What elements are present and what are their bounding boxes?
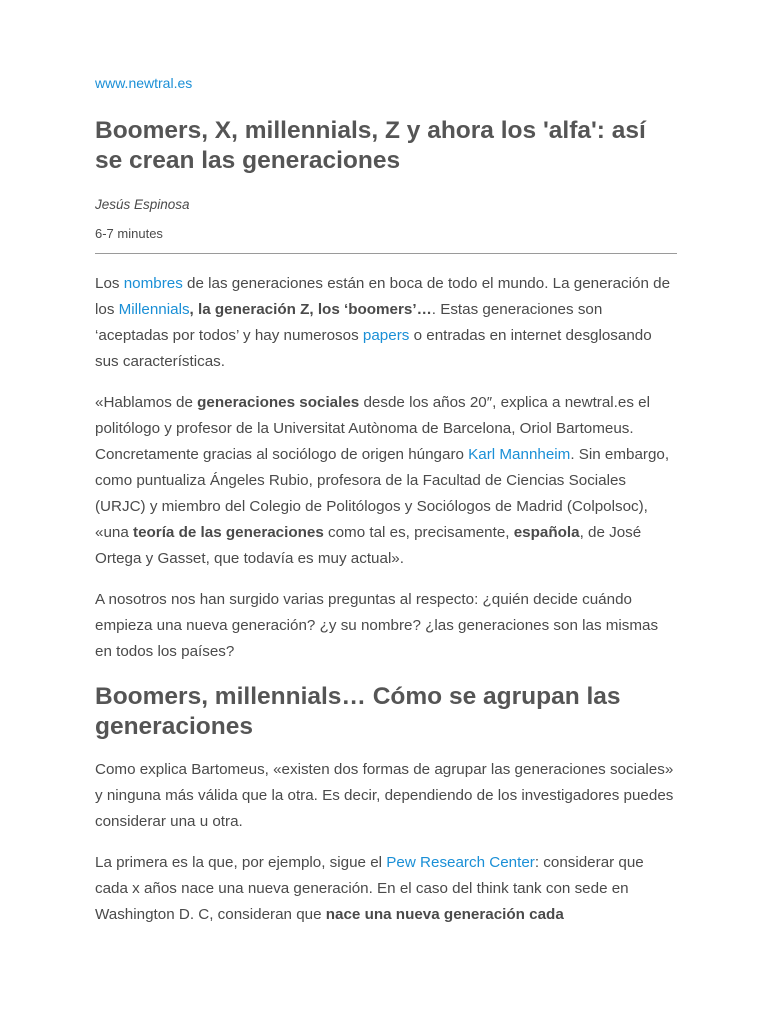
link-pew-research-center[interactable]: Pew Research Center [386, 854, 535, 871]
paragraph-two-ways: Como explica Bartomeus, «existen dos formas de agrupar las generaciones sociales» y ninguna más válida que la otra. Es decir, dependiendo de los investigadores puedes considerar una u otra. [95, 761, 674, 830]
article-title: Boomers, X, millennials, Z y ahora los 'alfa': así se crean las generaciones [95, 117, 646, 174]
bold-text: , la generación Z, los ‘boomers’… [189, 301, 432, 318]
bold-text: española [513, 524, 580, 541]
paragraph-intro [95, 271, 677, 375]
link-nombres[interactable]: nombres [123, 275, 183, 292]
bold-text: teoría de las generaciones [133, 524, 324, 541]
paragraph-pew [95, 850, 677, 928]
paragraph-text: «Hablamos de [95, 394, 198, 411]
read-time: 6-7 minutes [95, 226, 163, 241]
paragraph-text: . Estas generaciones son ‘aceptadas por todos’ y hay numerosos [95, 301, 603, 344]
article-body [95, 271, 677, 943]
bold-text: generaciones sociales [197, 394, 360, 411]
paragraph-text: de las generaciones están en boca de todo el mundo. La generación de los [95, 275, 671, 318]
paragraph-questions: A nosotros nos han surgido varias preguntas al respecto: ¿quién decide cuándo empieza una nueva generación? ¿y su nombre? ¿las generaciones son las mismas en todos los países? [95, 591, 659, 660]
bold-text: nace una nueva generación cada [325, 906, 564, 923]
link-karl-mannheim[interactable]: Karl Mannheim [468, 446, 571, 463]
link-millennials[interactable]: Millennials [118, 301, 190, 318]
paragraph-text: La primera es la que, por ejemplo, sigue el [95, 854, 387, 871]
article-author: Jesús Espinosa [95, 197, 190, 212]
link-papers[interactable]: papers [362, 327, 410, 344]
paragraph-text: o entradas en internet desglosando sus características. [95, 327, 652, 370]
paragraph-quote-bartomeus [95, 390, 677, 572]
paragraph-text: , de José Ortega y Gasset, que todavía es muy actual». [95, 524, 642, 567]
section-heading: Boomers, millennials… Cómo se agrupan las generaciones [95, 683, 621, 740]
paragraph-text: como tal es, precisamente, [323, 524, 514, 541]
paragraph-text: desde los años 20″, explica a newtral.es el politólogo y profesor de la Universitat Autònoma de Barcelona, Oriol Bartomeus. Concretamente gracias al sociólogo de origen húngaro [95, 394, 650, 463]
paragraph-text: . Sin embargo, como puntualiza Ángeles Rubio, profesora de la Facultad de Ciencias Sociales (URJC) y miembro del Colegio de Politólogos y Sociólogos de Madrid (Colpolsoc), «una [95, 446, 670, 541]
paragraph-text: : considerar que cada x años nace una nueva generación. En el caso del think tank con sede en Washington D. C, consideran que [95, 854, 644, 923]
source-url-link[interactable]: www.newtral.es [95, 75, 193, 91]
paragraph-text: Los [95, 275, 124, 292]
header-divider [95, 253, 677, 254]
